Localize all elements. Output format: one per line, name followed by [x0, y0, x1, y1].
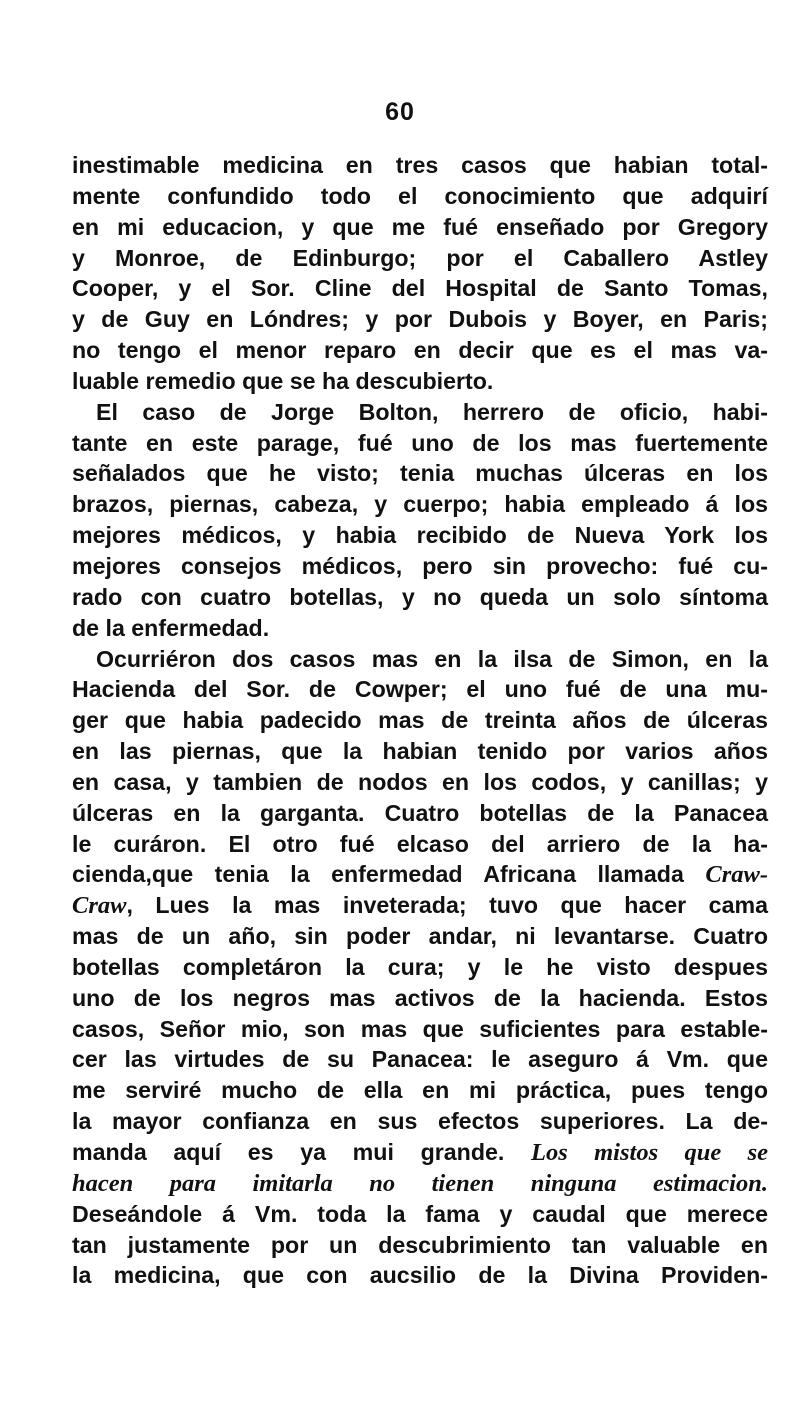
text-line: cer las virtudes de su Panacea: le aseguro á Vm. que: [72, 1046, 768, 1073]
text-line: rado con cuatro botellas, y no queda un solo síntoma: [72, 583, 768, 610]
text-line: brazos, piernas, cabeza, y cuerpo; habia empleado á los: [72, 491, 768, 518]
text-line: [72, 859, 768, 890]
text-line: uno de los negros mas activos de la hacienda. Estos: [72, 984, 768, 1011]
text-line: mas de un año, sin poder andar, ni levantarse. Cuatro: [72, 923, 768, 950]
text-line: Ocurriéron dos casos mas en la ilsa de Simon, en la: [96, 645, 768, 672]
italic-phrase: hacen para imitarla no tienen ninguna estimacion.: [72, 1169, 768, 1197]
text-segment: manda aquí es ya mui grande.: [72, 1139, 532, 1165]
italic-term: Craw: [72, 892, 127, 920]
text-line: no tengo el menor reparo en decir que es el mas va-: [72, 337, 768, 364]
text-line: señalados que he visto; tenia muchas úlceras en los: [72, 460, 768, 487]
text-line: casos, Señor mio, son mas que suficientes para estable-: [72, 1015, 768, 1042]
text-line: de la enfermedad.: [72, 614, 270, 641]
text-line: ger que habia padecido mas de treinta años de úlceras: [72, 707, 768, 734]
text-line: en casa, y tambien de nodos en los codos, y canillas; y: [72, 768, 768, 795]
text-line: El caso de Jorge Bolton, herrero de oficio, habi-: [96, 398, 768, 425]
text-line: Deseándole á Vm. toda la fama y caudal que merece: [72, 1200, 768, 1227]
text-line: [72, 1137, 768, 1168]
text-line: luable remedio que se ha descubierto.: [72, 367, 494, 394]
text-line: [72, 890, 768, 921]
italic-phrase: Los mistos que se: [531, 1139, 768, 1166]
text-line: la mayor confianza en sus efectos superiores. La de-: [72, 1108, 768, 1135]
text-line: [72, 1168, 768, 1199]
text-line: y de Guy en Lóndres; y por Dubois y Boyer, en Paris;: [72, 306, 768, 333]
text-line: mejores médicos, y habia recibido de Nueva York los: [72, 522, 768, 549]
text-line: la medicina, que con aucsilio de la Divina Providen-: [72, 1262, 768, 1289]
text-line: mente confundido todo el conocimiento que adquirí: [72, 182, 768, 209]
text-line: y Monroe, de Edinburgo; por el Caballero Astley: [72, 244, 768, 271]
text-segment: cienda,que tenia la enfermedad Africana llamada: [72, 861, 706, 888]
text-segment: , Lues la mas inveterada; tuvo que hacer cama: [126, 892, 768, 919]
text-line: en las piernas, que la habian tenido por varios años: [72, 738, 768, 765]
text-line: me serviré mucho de ella en mi práctica, pues tengo: [72, 1077, 768, 1104]
text-line: mejores consejos médicos, pero sin provecho: fué cu-: [72, 552, 768, 579]
page-number: 60: [385, 98, 415, 126]
text-line: úlceras en la garganta. Cuatro botellas de la Panacea: [72, 799, 768, 826]
italic-term: Craw-: [705, 861, 768, 889]
text-line: tante en este parage, fué uno de los mas fuertemente: [72, 429, 768, 456]
body-text: [72, 150, 768, 1291]
text-line: inestimable medicina en tres casos que habian total-: [72, 152, 768, 178]
text-line: botellas completáron la cura; y le he visto despues: [72, 953, 768, 980]
text-line: le curáron. El otro fué elcaso del arriero de la ha-: [72, 830, 768, 857]
text-line: Hacienda del Sor. de Cowper; el uno fué de una mu-: [72, 676, 768, 703]
text-line: Cooper, y el Sor. Cline del Hospital de Santo Tomas,: [72, 275, 768, 302]
text-line: en mi educacion, y que me fué enseñado por Gregory: [72, 213, 768, 240]
text-line: tan justamente por un descubrimiento tan valuable en: [72, 1231, 768, 1258]
